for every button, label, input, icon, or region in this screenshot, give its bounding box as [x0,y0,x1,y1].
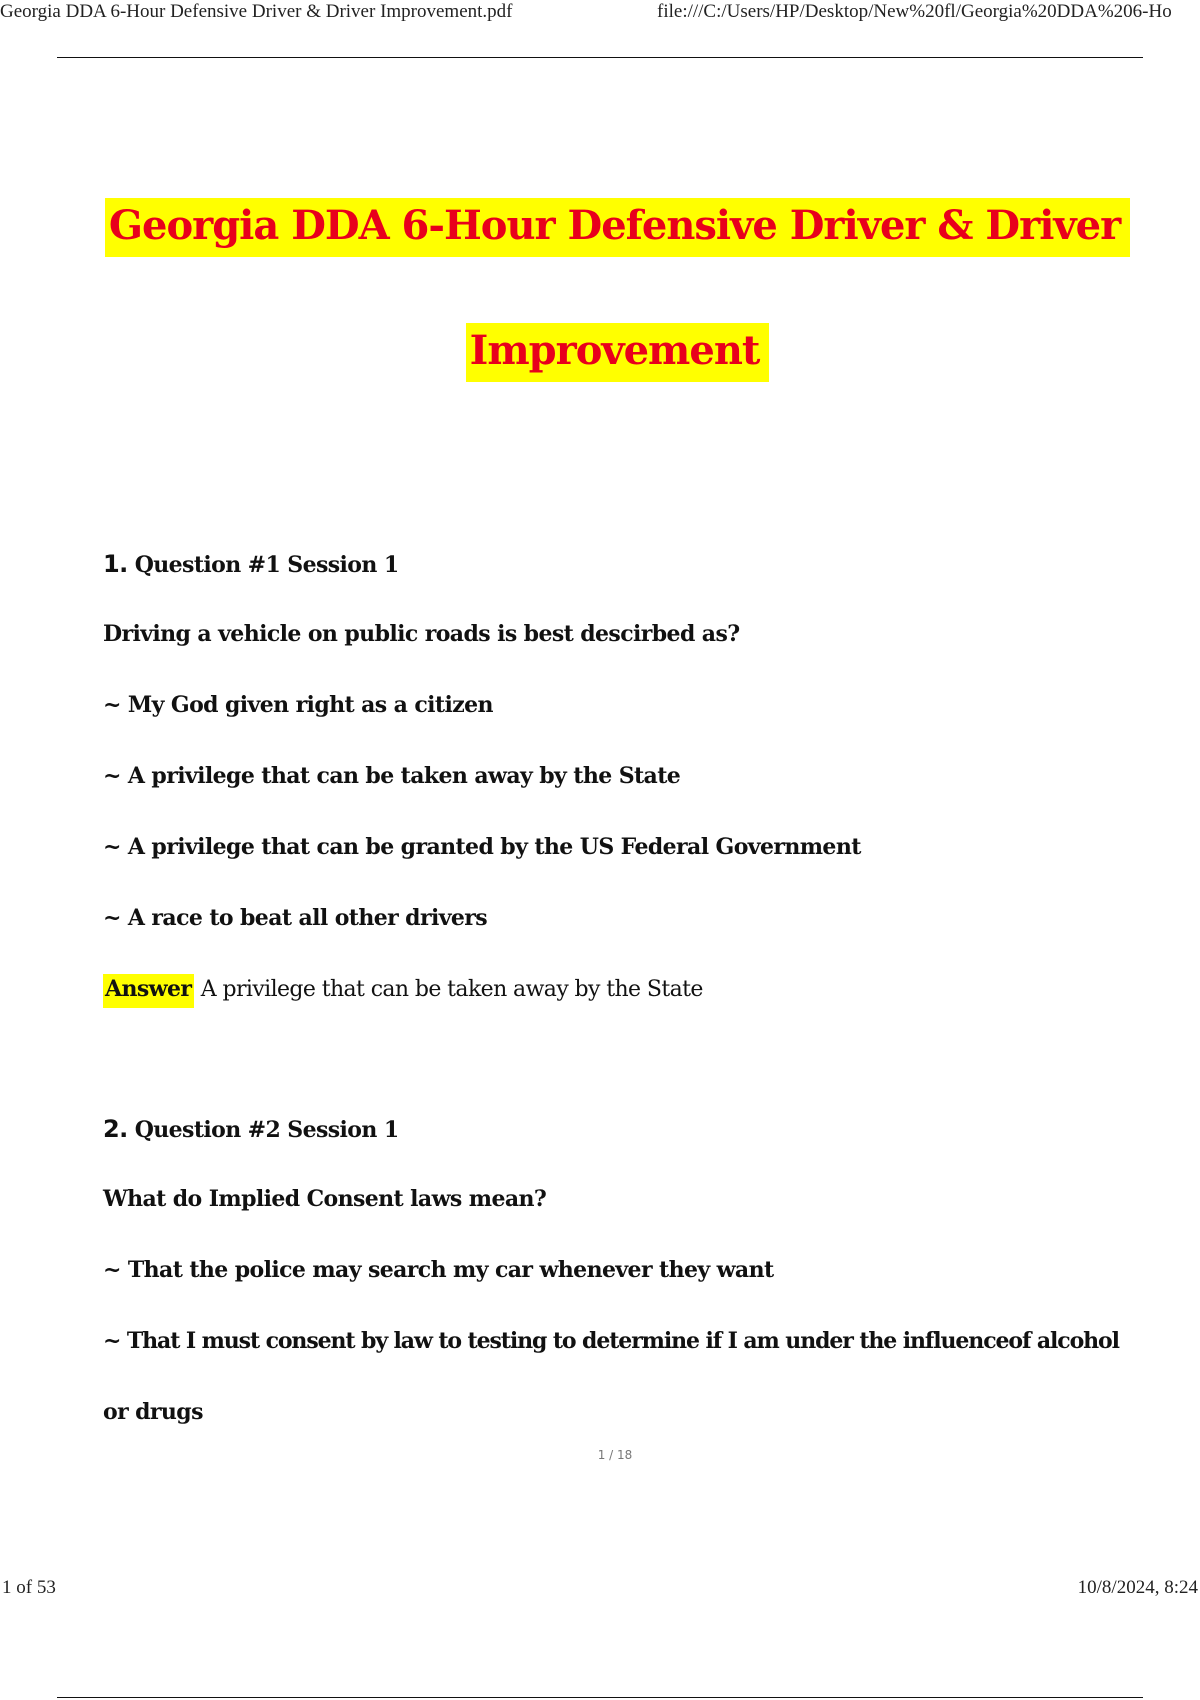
question-2-option-2: ~ That I must consent by law to testing to determine if I am under the influenceof alcohol [103,1328,1119,1354]
print-header-url[interactable]: file:///C:/Users/HP/Desktop/New%20fl/Georgia%20DDA%206-Ho [657,1,1172,22]
question-1-title [103,550,399,578]
question-2-prompt: What do Implied Consent laws mean? [103,1186,547,1212]
question-title-text: Question #2 Session 1 [134,1117,399,1143]
header-divider [57,57,1143,58]
document-title-line-2 [0,327,1200,374]
question-number: 1. [103,550,128,578]
print-header-title: Georgia DDA 6-Hour Defensive Driver & Driver Improvement.pdf [0,1,513,22]
print-footer-page: 1 of 53 [2,1577,56,1598]
footer-divider [57,1697,1143,1698]
question-1-option-2: ~ A privilege that can be taken away by the State [103,763,681,789]
page-indicator: 1 / 18 [597,1448,633,1462]
question-1-prompt: Driving a vehicle on public roads is best descirbed as? [103,621,740,647]
question-2-title [103,1115,399,1143]
document-title-line-1 [0,202,1200,249]
question-2-option-1: ~ That the police may search my car whenever they want [103,1257,774,1283]
question-2-option-2-continued: or drugs [103,1399,203,1425]
answer-text: A privilege that can be taken away by the State [200,977,703,1002]
question-1-option-4: ~ A race to beat all other drivers [103,905,488,931]
answer-label: Answer [103,974,194,1008]
document-title-highlight: Georgia DDA 6-Hour Defensive Driver & Driver [105,198,1130,257]
question-1-answer [103,976,703,1002]
question-1-option-1: ~ My God given right as a citizen [103,692,493,718]
print-footer-datetime: 10/8/2024, 8:24 [1077,1577,1198,1598]
document-title-highlight: Improvement [466,323,770,382]
question-1-option-3: ~ A privilege that can be granted by the US Federal Government [103,834,861,860]
question-title-text: Question #1 Session 1 [134,552,399,578]
question-number: 2. [103,1115,128,1143]
print-header [0,0,1200,26]
